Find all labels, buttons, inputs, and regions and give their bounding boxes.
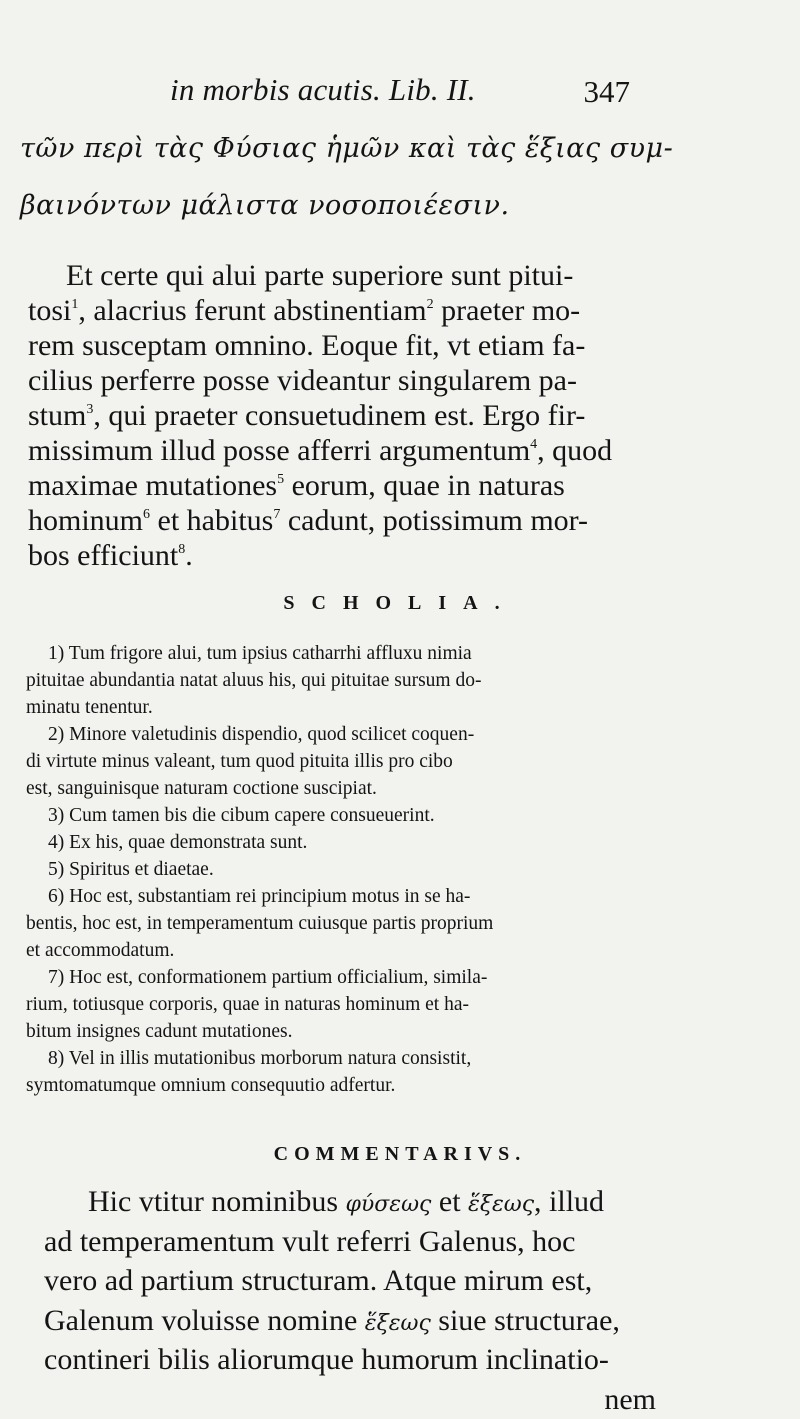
footnote-ref: 7 bbox=[273, 507, 280, 522]
main-text: tosi bbox=[28, 294, 71, 327]
greek-quote-line-1: τῶν περὶ τὰς Φύσιας ἡμῶν καὶ τὰς ἕξιας συμ- bbox=[20, 133, 673, 164]
commentarius-paragraph bbox=[44, 1182, 656, 1419]
main-text: , quod bbox=[537, 434, 612, 467]
main-paragraph bbox=[28, 258, 640, 573]
greek-word: φύσεως bbox=[346, 1192, 432, 1217]
footnote-ref: 3 bbox=[86, 402, 93, 417]
main-text: cadunt, potissimum mor- bbox=[280, 504, 588, 537]
scholia-line: bentis, hoc est, in temperamentum cuiusque partis proprium bbox=[26, 910, 652, 937]
comm-line-catchword: nem bbox=[44, 1380, 656, 1419]
comm-line bbox=[44, 1301, 656, 1341]
main-text: eorum, quae in naturas bbox=[284, 469, 565, 502]
main-text: et habitus bbox=[150, 504, 273, 537]
comm-text: et bbox=[431, 1185, 468, 1218]
scholia-line: 4) Ex his, quae demonstrata sunt. bbox=[26, 829, 652, 856]
comm-text: siue structurae, bbox=[431, 1304, 620, 1337]
main-line bbox=[28, 363, 640, 398]
footnote-ref: 6 bbox=[143, 507, 150, 522]
greek-word: ἕξεως bbox=[365, 1311, 431, 1336]
main-line bbox=[28, 293, 640, 328]
main-line bbox=[28, 433, 640, 468]
scholia-line: symtomatumque omnium consequutio adfertur. bbox=[26, 1072, 652, 1099]
comm-line bbox=[44, 1182, 656, 1222]
comm-text: Galenum voluisse nomine bbox=[44, 1304, 365, 1337]
comm-text: Hic vtitur nominibus bbox=[88, 1185, 346, 1218]
main-line bbox=[28, 398, 640, 433]
main-text: , alacrius ferunt abstinentiam bbox=[78, 294, 426, 327]
footnote-ref: 1 bbox=[71, 297, 78, 312]
main-line bbox=[28, 503, 640, 538]
comm-line: contineri bilis aliorumque humorum inclinatio- bbox=[44, 1340, 656, 1380]
running-title: in morbis acutis. Lib. II. bbox=[170, 72, 476, 108]
scholia-line: bitum insignes cadunt mutationes. bbox=[26, 1018, 652, 1045]
footnote-ref: 8 bbox=[178, 542, 185, 557]
scholia-line: 1) Tum frigore alui, tum ipsius catharrhi affluxu nimia bbox=[26, 640, 652, 667]
main-text: , qui praeter consuetudinem est. Ergo fir- bbox=[93, 399, 585, 432]
main-line bbox=[28, 538, 640, 573]
scholia-line: minatu tenentur. bbox=[26, 694, 652, 721]
scholia-line: 7) Hoc est, conformationem partium officialium, simila- bbox=[26, 964, 652, 991]
main-line bbox=[28, 258, 640, 293]
commentarius-heading: COMMENTARIVS. bbox=[0, 1143, 800, 1166]
scholia-heading: SCHOLIA. bbox=[0, 592, 800, 615]
scholia-line: 5) Spiritus et diaetae. bbox=[26, 856, 652, 883]
comm-line: ad temperamentum vult referri Galenus, hoc bbox=[44, 1222, 656, 1262]
scholia-line: pituitae abundantia natat aluus his, qui pituitae sursum do- bbox=[26, 667, 652, 694]
main-text: missimum illud posse afferri argumentum bbox=[28, 434, 530, 467]
main-text: bos efficiunt bbox=[28, 539, 178, 572]
main-text: . bbox=[185, 539, 193, 572]
main-text: praeter mo- bbox=[434, 294, 581, 327]
footnote-ref: 4 bbox=[530, 437, 537, 452]
main-text: hominum bbox=[28, 504, 143, 537]
comm-text: , illud bbox=[534, 1185, 604, 1218]
scholia-line: 8) Vel in illis mutationibus morborum natura consistit, bbox=[26, 1045, 652, 1072]
footnote-ref: 5 bbox=[277, 472, 284, 487]
page-header bbox=[160, 72, 630, 112]
main-text: stum bbox=[28, 399, 86, 432]
greek-quote-line-2: βαινόντων μάλιστα νοσοποιέεσιν. bbox=[20, 190, 510, 221]
scholia-notes bbox=[26, 640, 652, 1099]
main-text: rem susceptam omnino. Eoque fit, vt etiam fa- bbox=[28, 328, 585, 363]
main-text: maximae mutationes bbox=[28, 469, 277, 502]
scholia-line: 2) Minore valetudinis dispendio, quod scilicet coquen- bbox=[26, 721, 652, 748]
scholia-line: et accommodatum. bbox=[26, 937, 652, 964]
scholia-line: est, sanguinisque naturam coctione suscipiat. bbox=[26, 775, 652, 802]
main-text: Et certe qui alui parte superiore sunt pitui- bbox=[66, 258, 573, 293]
main-text: cilius perferre posse videantur singularem pa- bbox=[28, 363, 577, 398]
main-line bbox=[28, 328, 640, 363]
footnote-ref: 2 bbox=[427, 297, 434, 312]
scholia-line: 6) Hoc est, substantiam rei principium motus in se ha- bbox=[26, 883, 652, 910]
scholia-line: di virtute minus valeant, tum quod pituita illis pro cibo bbox=[26, 748, 652, 775]
comm-line: vero ad partium structuram. Atque mirum est, bbox=[44, 1261, 656, 1301]
main-line bbox=[28, 468, 640, 503]
scholia-line: 3) Cum tamen bis die cibum capere consueuerint. bbox=[26, 802, 652, 829]
greek-word: ἕξεως bbox=[468, 1192, 534, 1217]
scholia-line: rium, totiusque corporis, quae in naturas hominum et ha- bbox=[26, 991, 652, 1018]
page-number: 347 bbox=[584, 74, 631, 110]
